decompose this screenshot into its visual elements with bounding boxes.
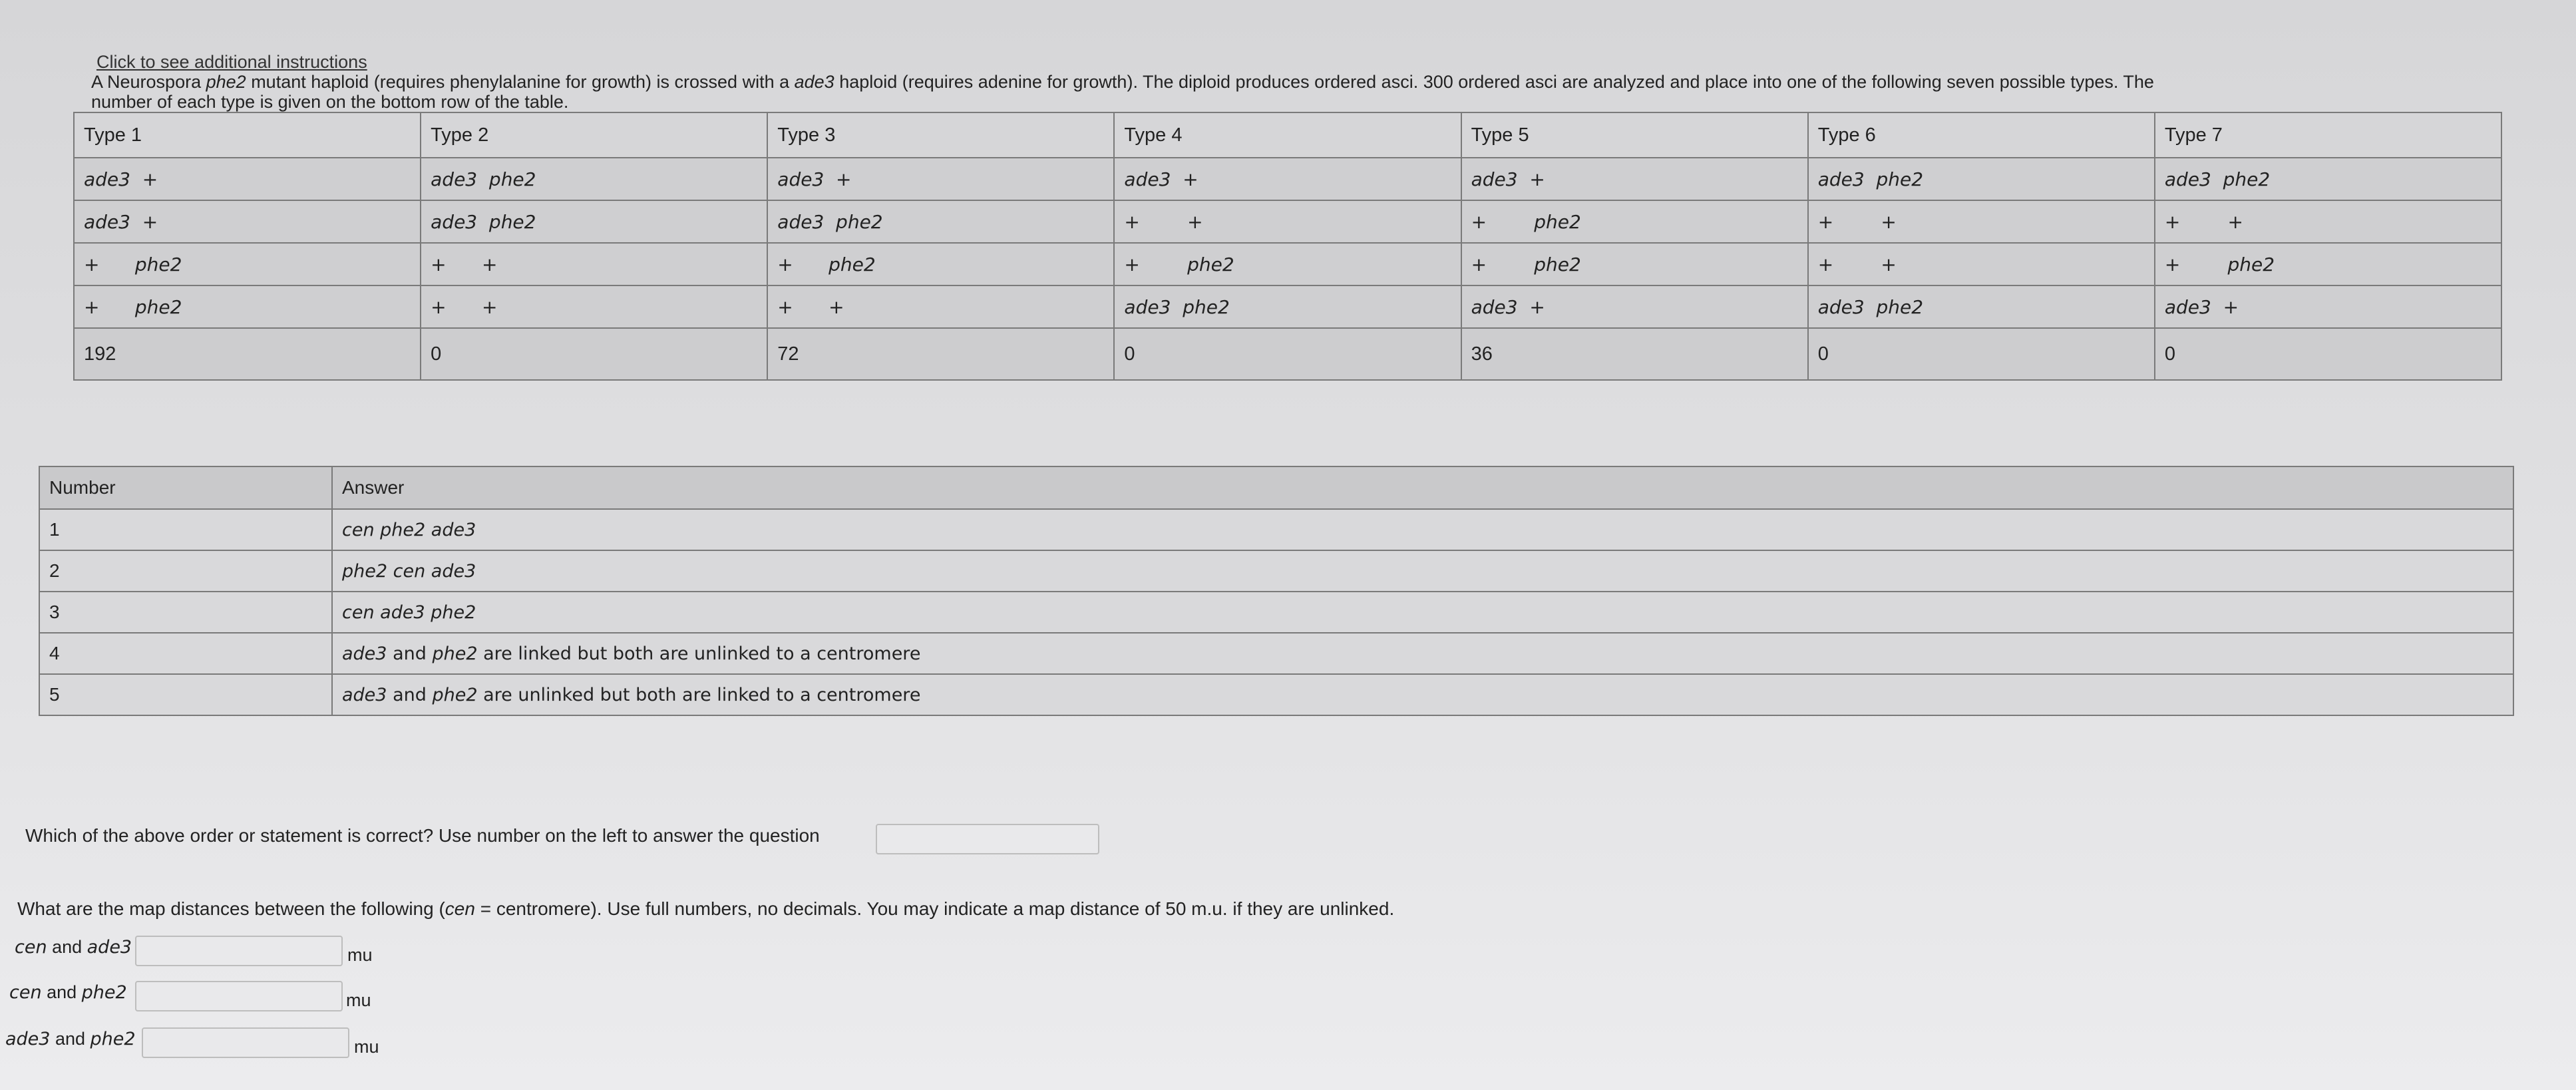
gene-ade3: ade3 <box>794 72 834 92</box>
header-type-7: Type 7 <box>2155 112 2501 158</box>
header-type-2: Type 2 <box>421 112 767 158</box>
header-type-6: Type 6 <box>1808 112 2155 158</box>
genotype-cell: ade3 phe2 <box>2155 158 2501 200</box>
text-fragment: ade3 <box>5 1029 51 1049</box>
genotype-cell: ade3 phe2 <box>421 158 767 200</box>
header-type-3: Type 3 <box>767 112 1114 158</box>
table-row <box>39 509 2513 550</box>
text-fragment: cen <box>15 937 47 958</box>
option-number: 2 <box>39 550 332 592</box>
text-fragment: A Neurospora <box>91 72 206 92</box>
option-answer <box>332 674 2513 715</box>
gene-phe2: phe2 <box>432 643 478 664</box>
gene-phe2: phe2 <box>432 684 478 705</box>
gene-ade3: ade3 <box>342 684 387 705</box>
table-row <box>74 285 2501 328</box>
genotype-cell: ade3 phe2 <box>1114 285 1461 328</box>
question-1-text: Which of the above order or statement is correct? Use number on the left to answer the question <box>25 825 820 846</box>
genotype-cell: + phe2 <box>1461 243 1808 285</box>
genotype-cell: ade3 + <box>767 158 1114 200</box>
table-row <box>39 633 2513 674</box>
question-2-text <box>17 898 1394 920</box>
option-answer <box>332 550 2513 592</box>
text-fragment: phe2 <box>90 1029 136 1049</box>
table-row <box>39 674 2513 715</box>
count-cell: 0 <box>1808 328 2155 380</box>
pair-label-cen-ade3 <box>15 937 132 958</box>
count-cell: 0 <box>2155 328 2501 380</box>
genotype-cell: + + <box>1808 243 2155 285</box>
problem-line-2: number of each type is given on the bottom row of the table. <box>91 92 569 112</box>
header-answer: Answer <box>332 466 2513 509</box>
count-cell: 192 <box>74 328 421 380</box>
genotype-cell: + + <box>1808 200 2155 243</box>
option-number: 3 <box>39 592 332 633</box>
text-fragment: cen <box>9 982 42 1003</box>
option-number: 5 <box>39 674 332 715</box>
text-fragment: = centromere). Use full numbers, no decimals. You may indicate a map distance of 50 m.u. if they are unlinked. <box>474 898 1395 919</box>
option-number: 4 <box>39 633 332 674</box>
gene-ade3: ade3 <box>342 643 387 664</box>
count-cell: 0 <box>1114 328 1461 380</box>
option-number: 1 <box>39 509 332 550</box>
genotype-cell: + phe2 <box>1114 243 1461 285</box>
genotype-cell: + phe2 <box>74 285 421 328</box>
table-row <box>74 158 2501 200</box>
text-fragment: are linked but both are unlinked to a centromere <box>477 643 921 664</box>
text-fragment: What are the map distances between the following ( <box>17 898 445 919</box>
text-fragment: and <box>50 1029 91 1049</box>
header-type-1: Type 1 <box>74 112 421 158</box>
count-cell: 72 <box>767 328 1114 380</box>
text-fragment: mutant haploid (requires phenylalanine for growth) is crossed with a <box>246 72 795 92</box>
unit-label: mu <box>354 1037 379 1057</box>
genotype-cell: ade3 + <box>2155 285 2501 328</box>
unit-label: mu <box>347 945 373 965</box>
cen-phe2-distance-input[interactable] <box>135 981 343 1011</box>
genotype-cell: ade3 phe2 <box>1808 285 2155 328</box>
cen-ade3-distance-input[interactable] <box>135 936 343 966</box>
genotype-cell: ade3 + <box>74 158 421 200</box>
text-fragment: and <box>41 982 82 1002</box>
genotype-cell: + + <box>421 243 767 285</box>
ascus-types-table <box>73 112 2502 381</box>
genotype-cell: ade3 + <box>1461 285 1808 328</box>
ade3-phe2-distance-input[interactable] <box>142 1027 349 1058</box>
header-type-5: Type 5 <box>1461 112 1808 158</box>
table-row <box>74 200 2501 243</box>
genotype-cell: + + <box>1114 200 1461 243</box>
text-fragment: haploid (requires adenine for growth). The diploid produces ordered asci. 300 ordered asci are analyzed and place into one of the following seven possible types. The <box>834 72 2154 92</box>
text-fragment: and <box>387 684 433 705</box>
problem-statement <box>91 44 2420 121</box>
count-cell: 36 <box>1461 328 1808 380</box>
genotype-cell: ade3 phe2 <box>1808 158 2155 200</box>
count-cell: 0 <box>421 328 767 380</box>
genotype-cell: + phe2 <box>767 243 1114 285</box>
genotype-cell: ade3 + <box>74 200 421 243</box>
text-fragment: and <box>387 643 433 664</box>
text-fragment: are unlinked but both are linked to a centromere <box>477 684 921 705</box>
answer-header-row <box>39 466 2513 509</box>
option-answer <box>332 633 2513 674</box>
header-type-4: Type 4 <box>1114 112 1461 158</box>
text-fragment: ade3 <box>87 937 132 958</box>
genotype-cell: ade3 + <box>1461 158 1808 200</box>
pair-label-cen-phe2 <box>9 982 127 1003</box>
count-row <box>74 328 2501 380</box>
genotype-cell: ade3 + <box>1114 158 1461 200</box>
genotype-cell: ade3 phe2 <box>767 200 1114 243</box>
option-answer <box>332 592 2513 633</box>
option-text: phe2 cen ade3 <box>342 560 476 582</box>
gene-phe2: phe2 <box>206 72 246 92</box>
cen-term: cen <box>445 898 475 919</box>
genotype-cell: + phe2 <box>2155 243 2501 285</box>
answer-options-table <box>39 466 2514 716</box>
genotype-cell: + + <box>2155 200 2501 243</box>
genotype-cell: + + <box>421 285 767 328</box>
table-row <box>74 243 2501 285</box>
header-number: Number <box>39 466 332 509</box>
table-header-row <box>74 112 2501 158</box>
text-fragment: phe2 <box>81 982 127 1003</box>
table-row <box>39 592 2513 633</box>
genotype-cell: + phe2 <box>1461 200 1808 243</box>
option-text: cen ade3 phe2 <box>342 602 476 623</box>
question-1-answer-input[interactable] <box>876 824 1099 854</box>
table-row <box>39 550 2513 592</box>
genotype-cell: + phe2 <box>74 243 421 285</box>
option-answer <box>332 509 2513 550</box>
genotype-cell: + + <box>767 285 1114 328</box>
text-fragment: and <box>47 937 87 957</box>
pair-label-ade3-phe2 <box>5 1029 136 1049</box>
option-text: cen phe2 ade3 <box>342 519 476 540</box>
additional-instructions-link[interactable]: Click to see additional instructions <box>96 52 367 72</box>
unit-label: mu <box>346 990 371 1010</box>
genotype-cell: ade3 phe2 <box>421 200 767 243</box>
